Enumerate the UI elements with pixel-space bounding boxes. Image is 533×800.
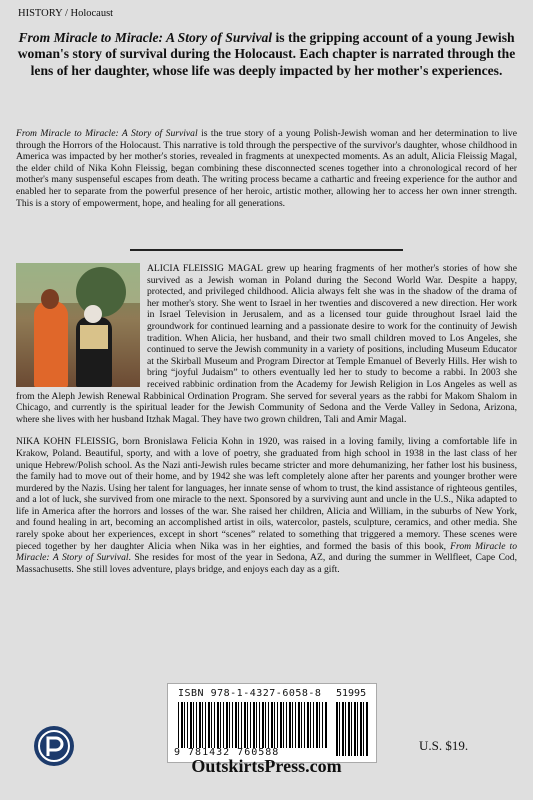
barcode-addon: 51995 bbox=[336, 688, 367, 699]
barcode bbox=[167, 683, 377, 763]
isbn-text: ISBN 978-1-4327-6058-8 bbox=[178, 688, 322, 699]
price-label: U.S. $19. bbox=[419, 738, 469, 753]
description-book-title: From Miracle to Miracle: A Story of Survival bbox=[16, 128, 198, 139]
bio-nika-text-1: NIKA KOHN FLEISSIG, born Bronislawa Felicia Kohn in 1920, was raised in a loving family, living a comfortable life in Krakow, Poland. Beautiful, sporty, and with a love of poetry, she graduated from high school in 1938 in the last class of her unique Hebrew/Polish school. As the Nazi anti-Jewish rules became stricter and more dehumanizing, her father lost his business, the family had to move out of their home, and by 1942 she was left completely alone after her parents and younger brother were murdered by the Nazis. Using her talent for languages, her innate sense of whom to trust, the kind assistance of righteous gentiles, and a lot of luck, she survived from one miracle to the next. Sponsored by a surviving aunt and uncle in the U.S., Nika adapted to life in America after the horrors and losses of the war. She raised her children, Alicia and William, in the suburbs of New York, and found healing in art, becoming an accomplished artist in oils, watercolor, pastels, sculpture, ceramics, and other media. She rarely spoke about her experiences, except in short “scenes” related to something that triggered a memory. These scenes were pieced together by her daughter Alicia when Nika was in her eighties, and formed the basis of this book, bbox=[16, 436, 517, 552]
barcode-addon-bars bbox=[336, 702, 368, 756]
section-divider bbox=[130, 249, 403, 251]
ean-digits: 9 781432 760588 bbox=[174, 747, 280, 758]
book-description bbox=[16, 128, 517, 209]
barcode-bars bbox=[178, 702, 328, 748]
bio-alicia: ALICIA FLEISSIG MAGAL grew up hearing fragments of her mother's stories of how she survived as a Jewish woman in Poland during the Second World War. Despite a happy, protected, and privileged childhood. Alicia always felt she was in the shadow of the drama of her mother's story. She went to Israel in her twenties and discovered a new direction. Her work in Israel Television in Jerusalem, and as a licensed tour guide throughout Israel laid the groundwork for continued learning and a passionate desire to work for the continuity of Jewish tradition. When Alicia, her husband, and their two small children moved to Los Angeles, she continued to serve the Jewish community in a variety of positions, including Museum Educator at the Skirball Museum and Program Director at Temple Emanuel of Beverly Hills. Her wish to bring “joyful Judaism” to others eventually led her to study to become a rabbi. In 2003 she received rabbinic ordination from the Academy for Jewish Religion in Los Angeles as well as from the Aleph Jewish Renewal Rabbinical Ordination Program. She served for several years as the rabbi for Makom Shalom in Chicago, and currently is the spiritual leader for the Jewish Community of Sedona and the Verde Valley in Sedona, Arizona, where she lives with her husband Itzhak Magal. They have two grown children, Tali and Amir Magal. bbox=[16, 263, 517, 425]
publisher-website: OutskirtsPress.com bbox=[191, 756, 342, 776]
bio-nika bbox=[16, 436, 517, 575]
intro-book-title: From Miracle to Miracle: A Story of Survival bbox=[18, 30, 273, 45]
bio-nika-text-2: . She resides for most of the year in Sedona, AZ, and during the summer in Wellfleet, Cape Cod, Massachusetts. She still loves adventure, plays bridge, and enjoys each day as a gift. bbox=[16, 552, 518, 575]
author-photo bbox=[16, 263, 140, 387]
bio-nika-book-title: From Miracle to Miracle: A Story of Survival bbox=[16, 540, 518, 564]
description-text: is the true story of a young Polish-Jewish woman and her determination to live through the Horrors of the Holocaust. This narrative is told through the perspective of the survivor's daughter, whose childhood in America was impacted by her mother's stories, revealed in fragments at unexpected moments. As an adult, Alicia Fleissig Magal, the elder child of Nika Kohn Fleissig, began combining these disconnected scenes together into a chronological record of her mother's many suspenseful escapes from death. The writing process became a cathartic and freeing experience for the author and enabled her to separate from the powerful presence of her heroic, artistic mother, allowing her to access her own inner strength. This is a story of empowerment, hope, and healing for all generations. bbox=[16, 128, 517, 209]
category-label: HISTORY / Holocaust bbox=[18, 8, 114, 19]
author-bios bbox=[16, 263, 517, 586]
intro-text: is the gripping account of a young Jewish woman's story of survival during the Holocaust. Each chapter is narrated through the lens of her daughter, whose life was deeply impacted by her mother's experiences. bbox=[17, 30, 516, 78]
intro-blurb bbox=[16, 30, 517, 79]
